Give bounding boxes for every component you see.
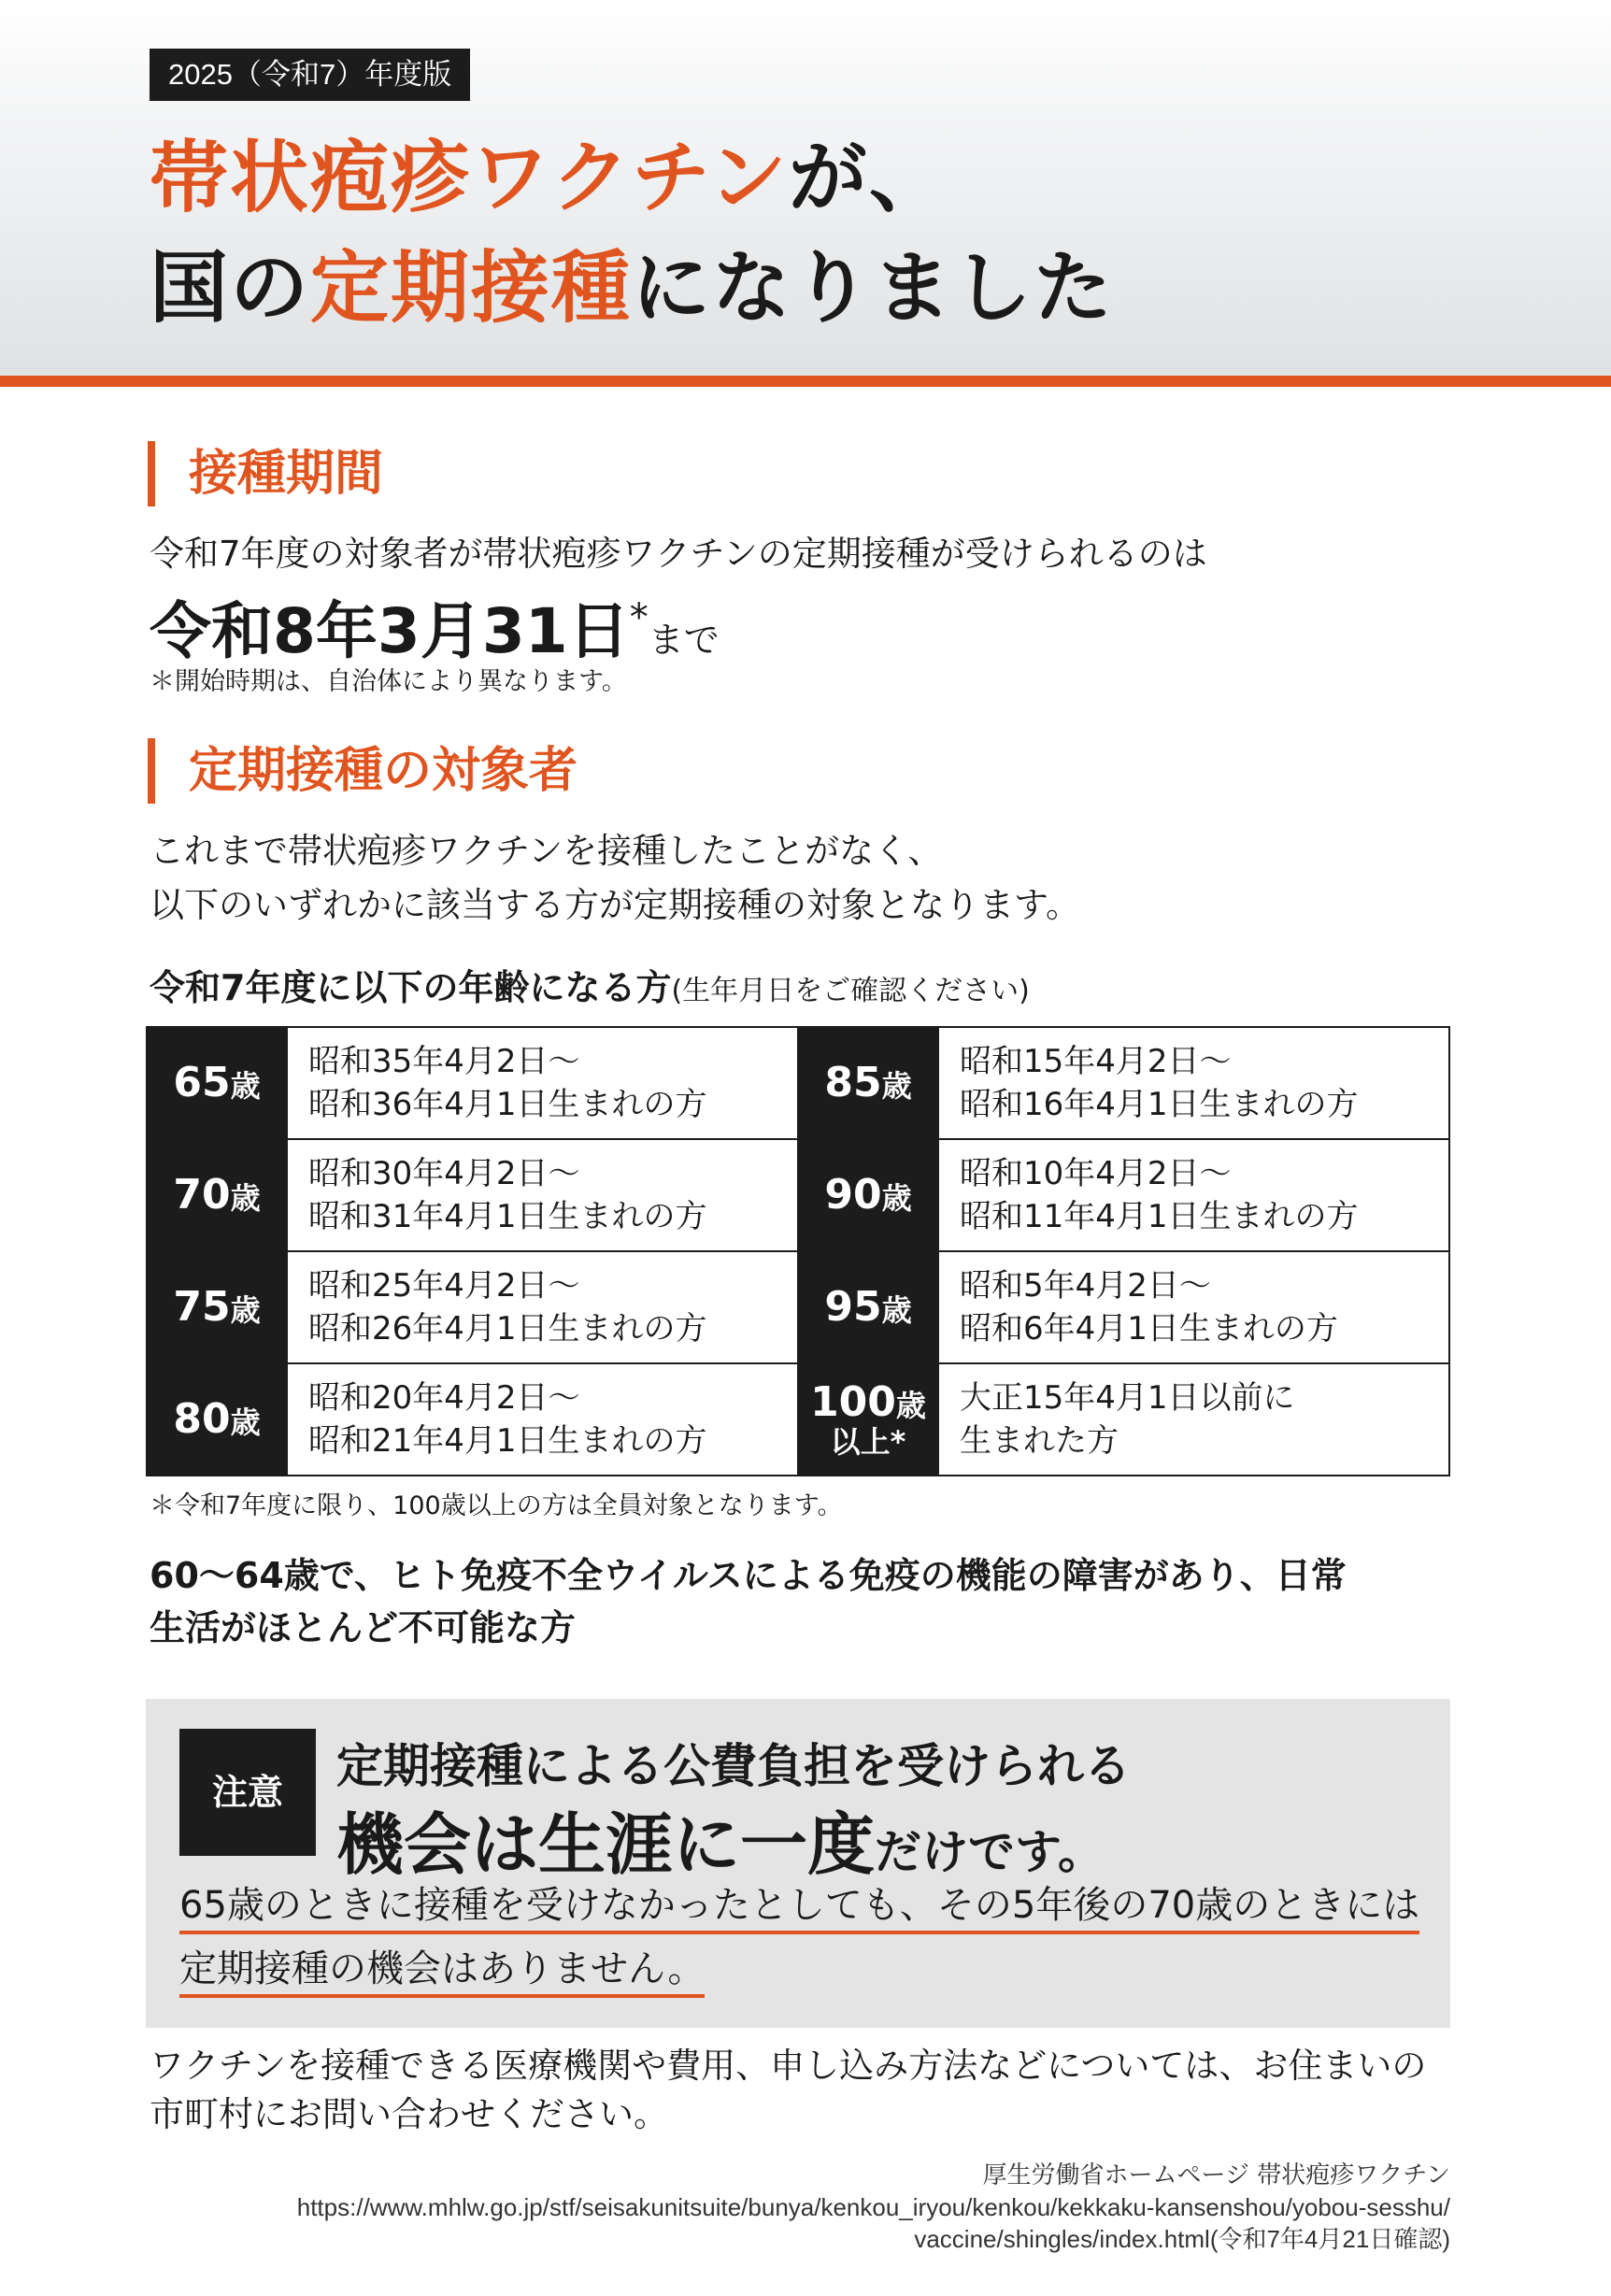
age-table xyxy=(146,1026,1450,1476)
headline-line1-rest: が、 xyxy=(788,132,949,223)
caution-underline-text2: 定期接種の機会はありません。 xyxy=(179,1946,705,1998)
period-note: ＊開始時期は、自治体により異なります。 xyxy=(150,667,627,696)
age-cell: 75歳 xyxy=(147,1251,287,1363)
age-cell: 90歳 xyxy=(798,1139,938,1251)
age-cell: 80歳 xyxy=(147,1363,287,1476)
targets-intro-line1: これまで帯状疱疹ワクチンを接種したことがなく、 xyxy=(150,831,943,871)
birth-range-cell: 昭和10年4月2日～ 昭和11年4月1日生まれの方 xyxy=(938,1139,1449,1251)
section-heading-targets: 定期接種の対象者 xyxy=(148,738,577,804)
table-row xyxy=(147,1251,1449,1363)
source-label: 厚生労働省ホームページ 帯状疱疹ワクチン xyxy=(982,2161,1450,2189)
birth-range-cell: 昭和15年4月2日～ 昭和16年4月1日生まれの方 xyxy=(938,1027,1449,1139)
deadline-date: 令和8年3月31日 xyxy=(150,595,630,667)
birth-range-cell: 昭和20年4月2日～ 昭和21年4月1日生まれの方 xyxy=(287,1363,798,1476)
deadline xyxy=(150,581,720,670)
headline-accent-vaccine: 帯状疱疹ワクチン xyxy=(150,132,789,223)
deadline-suffix: まで xyxy=(648,620,720,661)
headline-line2 xyxy=(150,241,1114,335)
headline-line1 xyxy=(150,131,949,224)
period-intro: 令和7年度の対象者が帯状疱疹ワクチンの定期接種が受けられるのは xyxy=(150,534,1207,574)
hiv-criterion-line2: 生活がほとんど不可能な方 xyxy=(150,1607,577,1648)
birth-range-cell: 昭和30年4月2日～ 昭和31年4月1日生まれの方 xyxy=(287,1139,798,1251)
birth-range-cell: 昭和35年4月2日～ 昭和36年4月1日生まれの方 xyxy=(287,1027,798,1139)
age-cell: 65歳 xyxy=(147,1027,287,1139)
header-rule xyxy=(0,376,1611,387)
caution-only: だけです。 xyxy=(875,1825,1105,1879)
table-row xyxy=(147,1363,1449,1476)
caution-box xyxy=(146,1699,1450,2028)
table-note: ＊令和7年度に限り、100歳以上の方は全員対象となります。 xyxy=(150,1491,843,1520)
caution-line1: 定期接種による公費負担を受けられる xyxy=(336,1739,1131,1793)
edition-badge: 2025（令和7）年度版 xyxy=(150,49,470,101)
source-url-line2[interactable]: vaccine/shingles/index.html(令和7年4月21日確認) xyxy=(914,2225,1450,2253)
age-cell: 95歳 xyxy=(798,1251,938,1363)
caution-line2 xyxy=(336,1790,1105,1888)
age-cell: 70歳 xyxy=(147,1139,287,1251)
caution-underline-text1: 65歳のときに接種を受けなかったとしても、その5年後の70歳のときには xyxy=(179,1882,1419,1934)
contact-line1: ワクチンを接種できる医療機関や費用、申し込み方法などについては、お住まいの xyxy=(150,2046,1427,2086)
birth-range-cell: 昭和25年4月2日～ 昭和26年4月1日生まれの方 xyxy=(287,1251,798,1363)
age-heading xyxy=(150,959,1030,1010)
age-cell: 85歳 xyxy=(798,1027,938,1139)
source-url-line1[interactable]: https://www.mhlw.go.jp/stf/seisakunitsuite/bunya/kenkou_iryou/kenkou/kekkaku-kansenshou/yobou-sesshu/ xyxy=(296,2193,1450,2221)
deadline-asterisk: * xyxy=(629,596,649,639)
birth-range-cell: 大正15年4月1日以前に 生まれた方 xyxy=(938,1363,1449,1476)
age-heading-main: 令和7年度に以下の年齢になる方 xyxy=(150,967,672,1008)
table-row xyxy=(147,1027,1449,1139)
section-heading-period: 接種期間 xyxy=(148,441,383,506)
birth-range-cell: 昭和5年4月2日～ 昭和6年4月1日生まれの方 xyxy=(938,1251,1449,1363)
hiv-criterion-line1: 60～64歳で、ヒト免疫不全ウイルスによる免疫の機能の障害があり、日常 xyxy=(150,1555,1347,1596)
headline-accent-routine: 定期接種 xyxy=(310,242,633,334)
caution-badge: 注意 xyxy=(179,1729,316,1856)
age-heading-paren: (生年月日をご確認ください) xyxy=(671,975,1030,1007)
contact-line2: 市町村にお問い合わせください。 xyxy=(150,2094,668,2134)
headline-line2-pre: 国の xyxy=(150,242,311,334)
headline-line2-rest: になりました xyxy=(632,242,1115,334)
table-row xyxy=(147,1139,1449,1251)
caution-once-in-lifetime: 機会は生涯に一度 xyxy=(336,1805,876,1884)
targets-intro-line2: 以下のいずれかに該当する方が定期接種の対象となります。 xyxy=(150,885,1081,925)
age-cell: 100歳 以上* xyxy=(798,1363,938,1476)
